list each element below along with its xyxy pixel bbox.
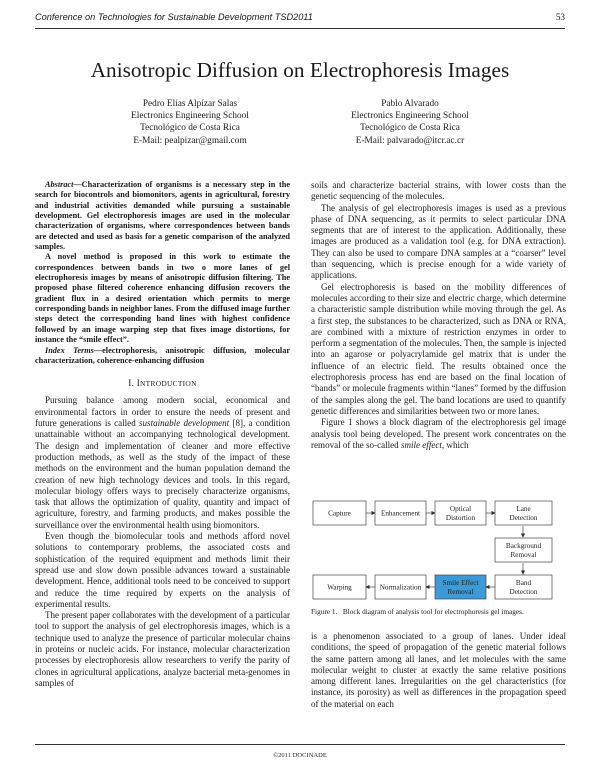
author-name: Pedro Elías Alpízar Salas bbox=[142, 99, 238, 109]
intro-paragraph-2: Even though the biomolecular tools and methods afford novel solutions to contemporary problems, the associated costs and sophistication of the required equipment and methods limit their spread use and slow down possible advances toward a sustainable development. Hence, additional tools need to be conceived to support and reduce the time required by experts on the analysis of experimental results. bbox=[35, 531, 290, 609]
smile-effect-removal-label: Smile Effect bbox=[442, 579, 479, 587]
right-paragraph-2: Gel electrophoresis is based on the mobility differences of molecules according to their size and electric charge, which determine a characteristic sample distribution while moving through the gel. As a first step, the substances to be characterized, such as DNA or RNA, are combined with a mixture of restriction enzymes in order to perform a segmentation of the molecules. Then, the sample is injected into an agarose or polyacrylamide gel matrix that is under the influence of an electric field. The results obtained once the electrophoresis process has end are based on the final location of “bands” or molecule fragments within “lanes” formed by the diffusion of the samples along the gel. The band locations are used to quantify genetic differences and similarities between two or more lanes. bbox=[311, 281, 566, 416]
warping-label: Warping bbox=[327, 583, 352, 592]
intro-paragraph-1: Pursuing balance among modern social, economical and environmental factors in order to ensure the needs of present and future generations is called sustainable development [8], a condition unattainable without an accompanying technological development. The design and implementation of cleaner and more effective production methods, as well as the study of the impact of these methods on the environment and the human population demand the creation of new high technology devices and tools. In this regard, molecular biology offers ways to precisely characterize organisms, task that allows the optimization of quality, quantity and impact of agriculture, forestry, and farming products, and makes possible the surveillance over the environmental health using biomonitors. bbox=[35, 395, 290, 530]
footer-copyright: ©2011 DOCINADE bbox=[273, 752, 327, 759]
band-detection-label: Detection bbox=[509, 588, 538, 596]
normalization-label: Normalization bbox=[379, 583, 422, 592]
enhancement-label: Enhancement bbox=[380, 509, 421, 518]
conference-name: Conference on Technologies for Sustainable Development TSD2011 bbox=[35, 12, 313, 22]
right-paragraph-1: The analysis of gel electrophoresis images is used as a previous phase of DNA sequencing, as it permits to select particular DNA segments that are of interest to the application. Additionally, these images are produced as a validation tool (e.g. for DNA extraction). They can also be used to compare DNA samples at a “coarser” level than sequencing, which is precise enough for a wide variety of applications. bbox=[311, 202, 566, 281]
right-column-top bbox=[311, 180, 566, 451]
author-block-2 bbox=[300, 98, 520, 147]
figure-1-caption bbox=[311, 607, 565, 616]
right-paragraph-0: soils and characterize bacterial strains, with lower costs than the genetic sequencing of the molecules. bbox=[311, 180, 566, 202]
lane-detection-label: Detection bbox=[509, 514, 538, 522]
caption-label: Figure 1. bbox=[311, 607, 338, 616]
left-column bbox=[35, 180, 290, 689]
band-detection-label: Band bbox=[515, 579, 532, 587]
background-removal-label: Removal bbox=[510, 551, 537, 559]
index-terms-label: Index Terms bbox=[45, 345, 94, 355]
figure-1-block-diagram bbox=[311, 497, 565, 601]
right-column-bottom bbox=[311, 631, 566, 710]
background-removal-label: Background bbox=[505, 542, 542, 550]
optical-distortion-label: Optical bbox=[449, 505, 472, 513]
author-department: Electronics Engineering School bbox=[351, 111, 469, 122]
right-paragraph-4: is a phenomenon associated to a group of lanes. Under ideal conditions, the speed of propagation of the genetic material follows the same pattern among all lanes, and let molecules with the same molecular weight to cluster at exactly the same relative positions among different lanes. Irregularities on the gel characteristics (for instance, its porosity) as well as differences in the propagation speed of the material on each bbox=[311, 631, 566, 709]
author-block-1 bbox=[80, 98, 300, 147]
author-email: E-Mail: pealpizar@gmail.com bbox=[133, 135, 247, 146]
author-department: Electronics Engineering School bbox=[131, 111, 249, 122]
lane-detection-label: Lane bbox=[516, 505, 531, 513]
abstract-paragraph-1: Abstract—Characterization of organisms is a necessary step in the search for biocontrols and biomonitors, agents in agricultural, forestry and industrial activities demanded while pursuing a sustainable development. Gel electrophoresis images are used in the molecular characterization of organisms, where correspondences between bands are detected and used as basis for a genetic comparison of the analyzed samples. bbox=[35, 180, 290, 252]
abstract-label: Abstract bbox=[45, 180, 74, 189]
index-terms: Index Terms—electrophoresis, anisotropic diffusion, molecular characterization, coherence-enhancing diffusion bbox=[35, 345, 290, 365]
section-heading-introduction: I. INTRODUCTION bbox=[128, 378, 197, 389]
intro-paragraph-3: The present paper collaborates with the development of a particular tool to support the analysis of gel electrophoresis images, which is a technique used to analyze the presence of particular molecular chains in proteins or nucleic acids. For instance, molecular characterization processes by electrophoresis allow researchers to verify the parity of clones in agricultural applications, analyze bacterial meta-genomes in samples of bbox=[35, 610, 290, 688]
abstract-paragraph-2: A novel method is proposed in this work to estimate the correspondences between bands in two o more lanes of gel electrophoresis images by means of anisotropic diffusion filtering. The proposed phase filtered coherence enhancing diffusion recovers the gradient flux in a desired orientation which permits to merge corresponding bands in neighbor lanes. From the diffused image further steps detect the corresponding band lines with highest confidence followed by an image warping step that fixes image distortions, for instance the “smile effect”. bbox=[35, 252, 290, 345]
paper-title: Anisotropic Diffusion on Electrophoresis Images bbox=[90, 58, 510, 82]
header-rule bbox=[35, 28, 565, 29]
author-name: Pablo Alvarado bbox=[381, 99, 439, 109]
author-institution: Tecnológico de Costa Rica bbox=[360, 123, 460, 134]
caption-text: Block diagram of analysis tool for electrophoresis gel images. bbox=[342, 607, 524, 616]
optical-distortion-label: Distortion bbox=[445, 514, 476, 522]
author-email: E-Mail: palvarado@itcr.ac.cr bbox=[355, 135, 465, 146]
right-paragraph-3: Figure 1 shows a block diagram of the electrophoresis gel image analysis tool being developed. The present work concentrates on the removal of the so-called smile effect, which bbox=[311, 417, 566, 450]
page-number: 53 bbox=[555, 12, 565, 22]
running-header bbox=[35, 12, 565, 26]
capture-label: Capture bbox=[328, 509, 351, 518]
author-institution: Tecnológico de Costa Rica bbox=[140, 123, 240, 134]
footer-rule bbox=[35, 744, 565, 745]
smile-effect-removal-label: Removal bbox=[447, 588, 474, 596]
